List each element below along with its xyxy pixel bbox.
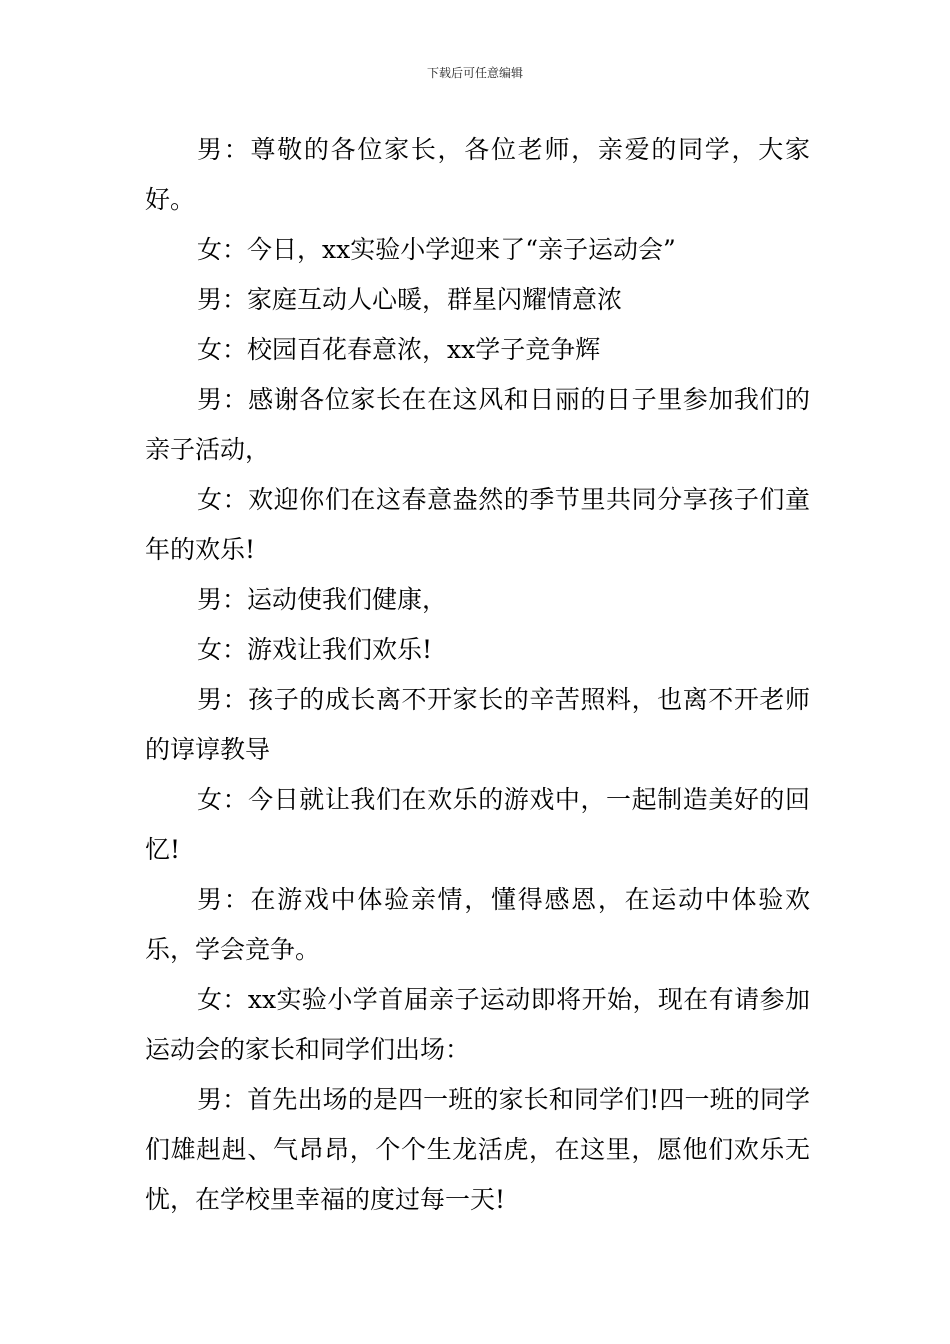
dialogue-paragraph: 女：今日就让我们在欢乐的游戏中，一起制造美好的回忆! [145,785,810,864]
dialogue-paragraph: 男：首先出场的是四一班的家长和同学们!四一班的同学们雄赳赳、气昂昂，个个生龙活虎，在这里，愿他们欢乐无忧，在学校里幸福的度过每一天! [145,1085,810,1214]
dialogue-paragraph: 男：尊敬的各位家长，各位老师，亲爱的同学，大家好。 [145,135,810,214]
dialogue-paragraph: 男：运动使我们健康， [197,585,448,614]
dialogue-paragraph: 男：在游戏中体验亲情，懂得感恩，在运动中体验欢乐，学会竞争。 [145,885,810,964]
dialogue-paragraph: 男：孩子的成长离不开家长的辛苦照料，也离不开老师的谆谆教导 [145,685,810,764]
dialogue-paragraph: 女：xx实验小学首届亲子运动即将开始，现在有请参加运动会的家长和同学们出场： [145,985,810,1064]
dialogue-paragraph: 男：感谢各位家长在在这风和日丽的日子里参加我们的亲子活动， [145,385,810,464]
dialogue-paragraph: 女：今日，xx实验小学迎来了“亲子运动会” [197,235,676,264]
page-header-note: 下载后可任意编辑 [426,66,523,80]
dialogue-paragraph: 男：家庭互动人心暖，群星闪耀情意浓 [197,285,623,314]
dialogue-paragraph: 女：欢迎你们在这春意盎然的季节里共同分享孩子们童年的欢乐! [145,485,810,564]
dialogue-paragraph: 女：游戏让我们欢乐! [197,635,433,664]
dialogue-paragraph: 女：校园百花春意浓，xx学子竞争辉 [197,335,601,364]
document-body [145,125,810,1225]
